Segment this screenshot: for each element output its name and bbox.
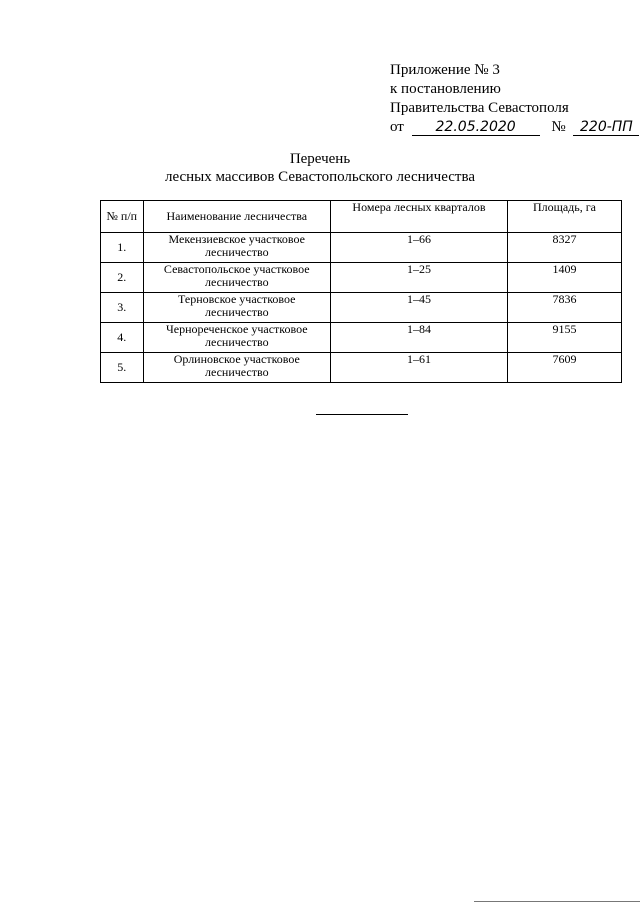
row-area: 7836 [507,293,621,323]
row-blocks: 1–84 [330,323,507,353]
row-name: Терновское участковое лесничество [143,293,330,323]
row-no: 2. [101,263,144,293]
row-no: 5. [101,353,144,383]
row-no: 3. [101,293,144,323]
table-row [101,323,622,353]
row-name: Мекензиевское участковое лесничество [143,233,330,263]
header-no: № п/п [101,201,144,233]
row-area: 1409 [507,263,621,293]
appendix-block [390,61,633,137]
handwritten-number: 220-ПП [573,120,639,136]
handwritten-date: 22.05.2020 [412,120,540,136]
row-no: 4. [101,323,144,353]
row-name: Орлиновское участковое лесничество [143,353,330,383]
header-blocks: Номера лесных кварталов [330,201,507,233]
appendix-title: Приложение № 3 [390,62,500,78]
row-name: Чернореченское участковое лесничество [143,323,330,353]
appendix-resolution-ref: к постановлению [390,81,501,97]
row-no: 1. [101,233,144,263]
scan-edge-line [474,901,640,902]
closing-divider [316,414,408,415]
table-row [101,263,622,293]
from-label: от [390,119,404,135]
row-area: 7609 [507,353,621,383]
row-blocks: 1–45 [330,293,507,323]
row-blocks: 1–61 [330,353,507,383]
header-name: Наименование лесничества [143,201,330,233]
row-blocks: 1–25 [330,263,507,293]
appendix-date-number-line [390,118,633,137]
row-area: 8327 [507,233,621,263]
forests-table [100,200,622,383]
title-line-1: Перечень [289,151,351,167]
title-line-2: лесных массивов Севастопольского лесничества [164,169,476,185]
document-title [0,150,640,186]
table-header-row [101,201,622,233]
row-blocks: 1–66 [330,233,507,263]
number-label: № [551,119,566,135]
appendix-authority: Правительства Севастополя [390,100,569,116]
table-row [101,353,622,383]
row-name: Севастопольское участковое лесничество [143,263,330,293]
table-row [101,233,622,263]
table-row [101,293,622,323]
row-area: 9155 [507,323,621,353]
header-area: Площадь, га [507,201,621,233]
